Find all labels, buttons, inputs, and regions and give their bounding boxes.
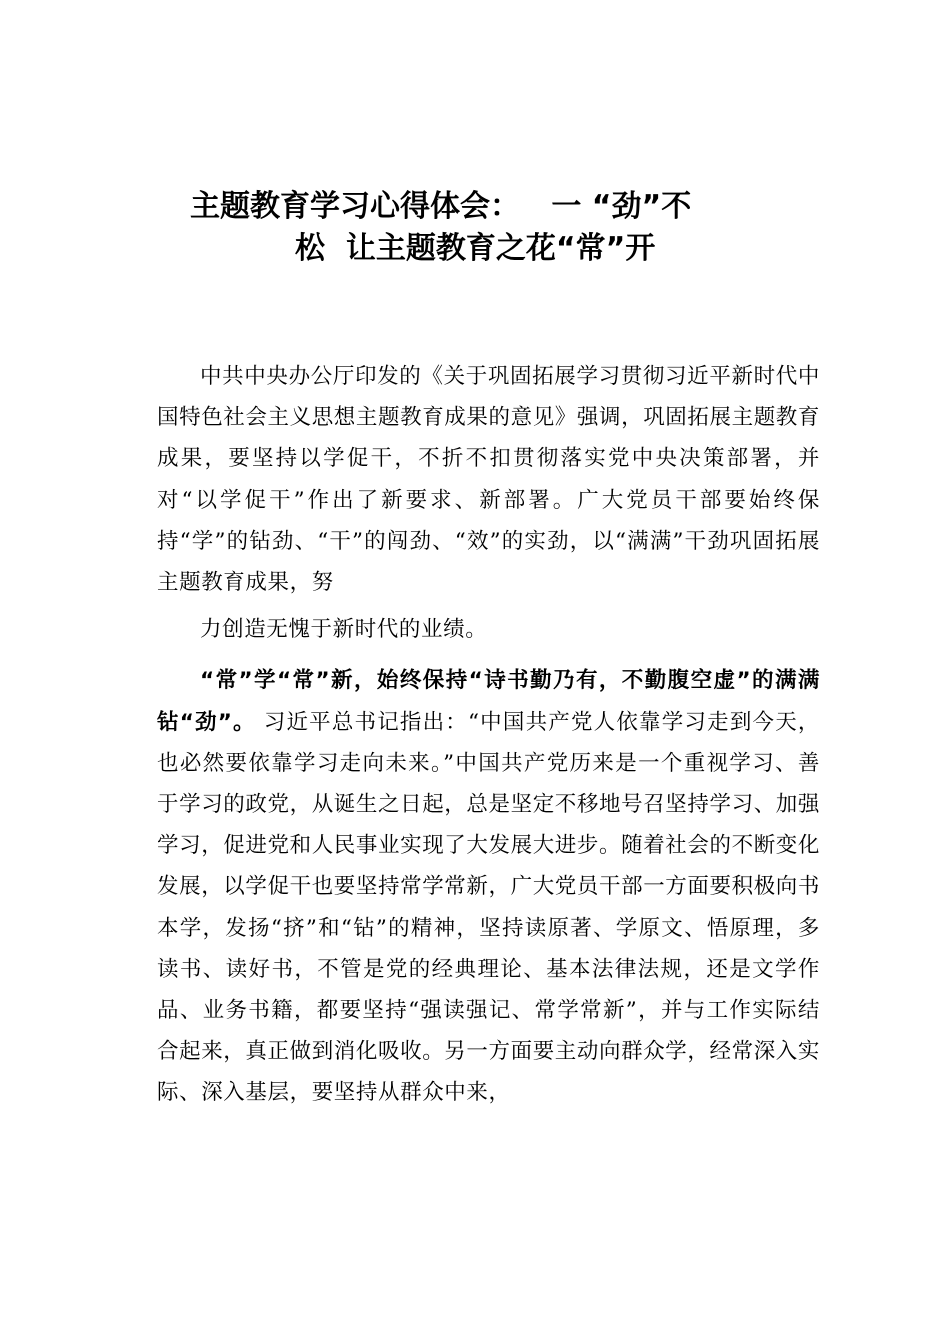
- document-body: [157, 356, 820, 1114]
- paragraph-1-tail: 力创造无愧于新时代的业绩。: [200, 617, 488, 643]
- paragraph-1-text: 中共中央办公厅印发的《关于巩固拓展学习贯彻习近平新时代中国特色社会主义思想主题教育成果的意见》强调，巩固拓展主题教育成果，要坚持以学促干，不折不扣贯彻落实党中央决策部署，并对“以学促干”作出了新要求、新部署。广大党员干部要始终保持“学”的钻劲、“干”的闯劲、“效”的实劲，以“满满”干劲巩固拓展主题教育成果，努: [157, 364, 821, 596]
- title-line-2: 松 让主题教育之花“常”开: [295, 231, 656, 266]
- paragraph-2-lead: “常”学“常”新，始终保持“诗书勤乃有，不勤腹空虚”的满满钻“劲”。: [157, 668, 820, 735]
- title-line-1: 主题教育学习心得体会： 一 “劲”不: [190, 189, 692, 224]
- paragraph-1: [157, 356, 820, 650]
- paragraph-2-text: 习近平总书记指出：“中国共产党人依靠学习走到今天，也必然要依靠学习走向未来。”中国共产党历来是一个重视学习、善于学习的政党，从诞生之日起，总是坚定不移地号召坚持学习、加强学习，促进党和人民事业实现了大发展大进步。随着社会的不断变化发展，以学促干也要坚持常学常新，广大党员干部一方面要积极向书本学，发扬“挤”和“钻”的精神，坚持读原著、学原文、悟原理，多读书、读好书，不管是党的经典理论、基本法律法规，还是文学作品、业务书籍，都要坚持“强读强记、常学常新”，并与工作实际结合起来，真正做到消化吸收。另一方面要主动向群众学，经常深入实际、深入基层，要坚持从群众中来，: [157, 709, 821, 1106]
- paragraph-2: [157, 660, 820, 1113]
- document-title: [150, 186, 800, 270]
